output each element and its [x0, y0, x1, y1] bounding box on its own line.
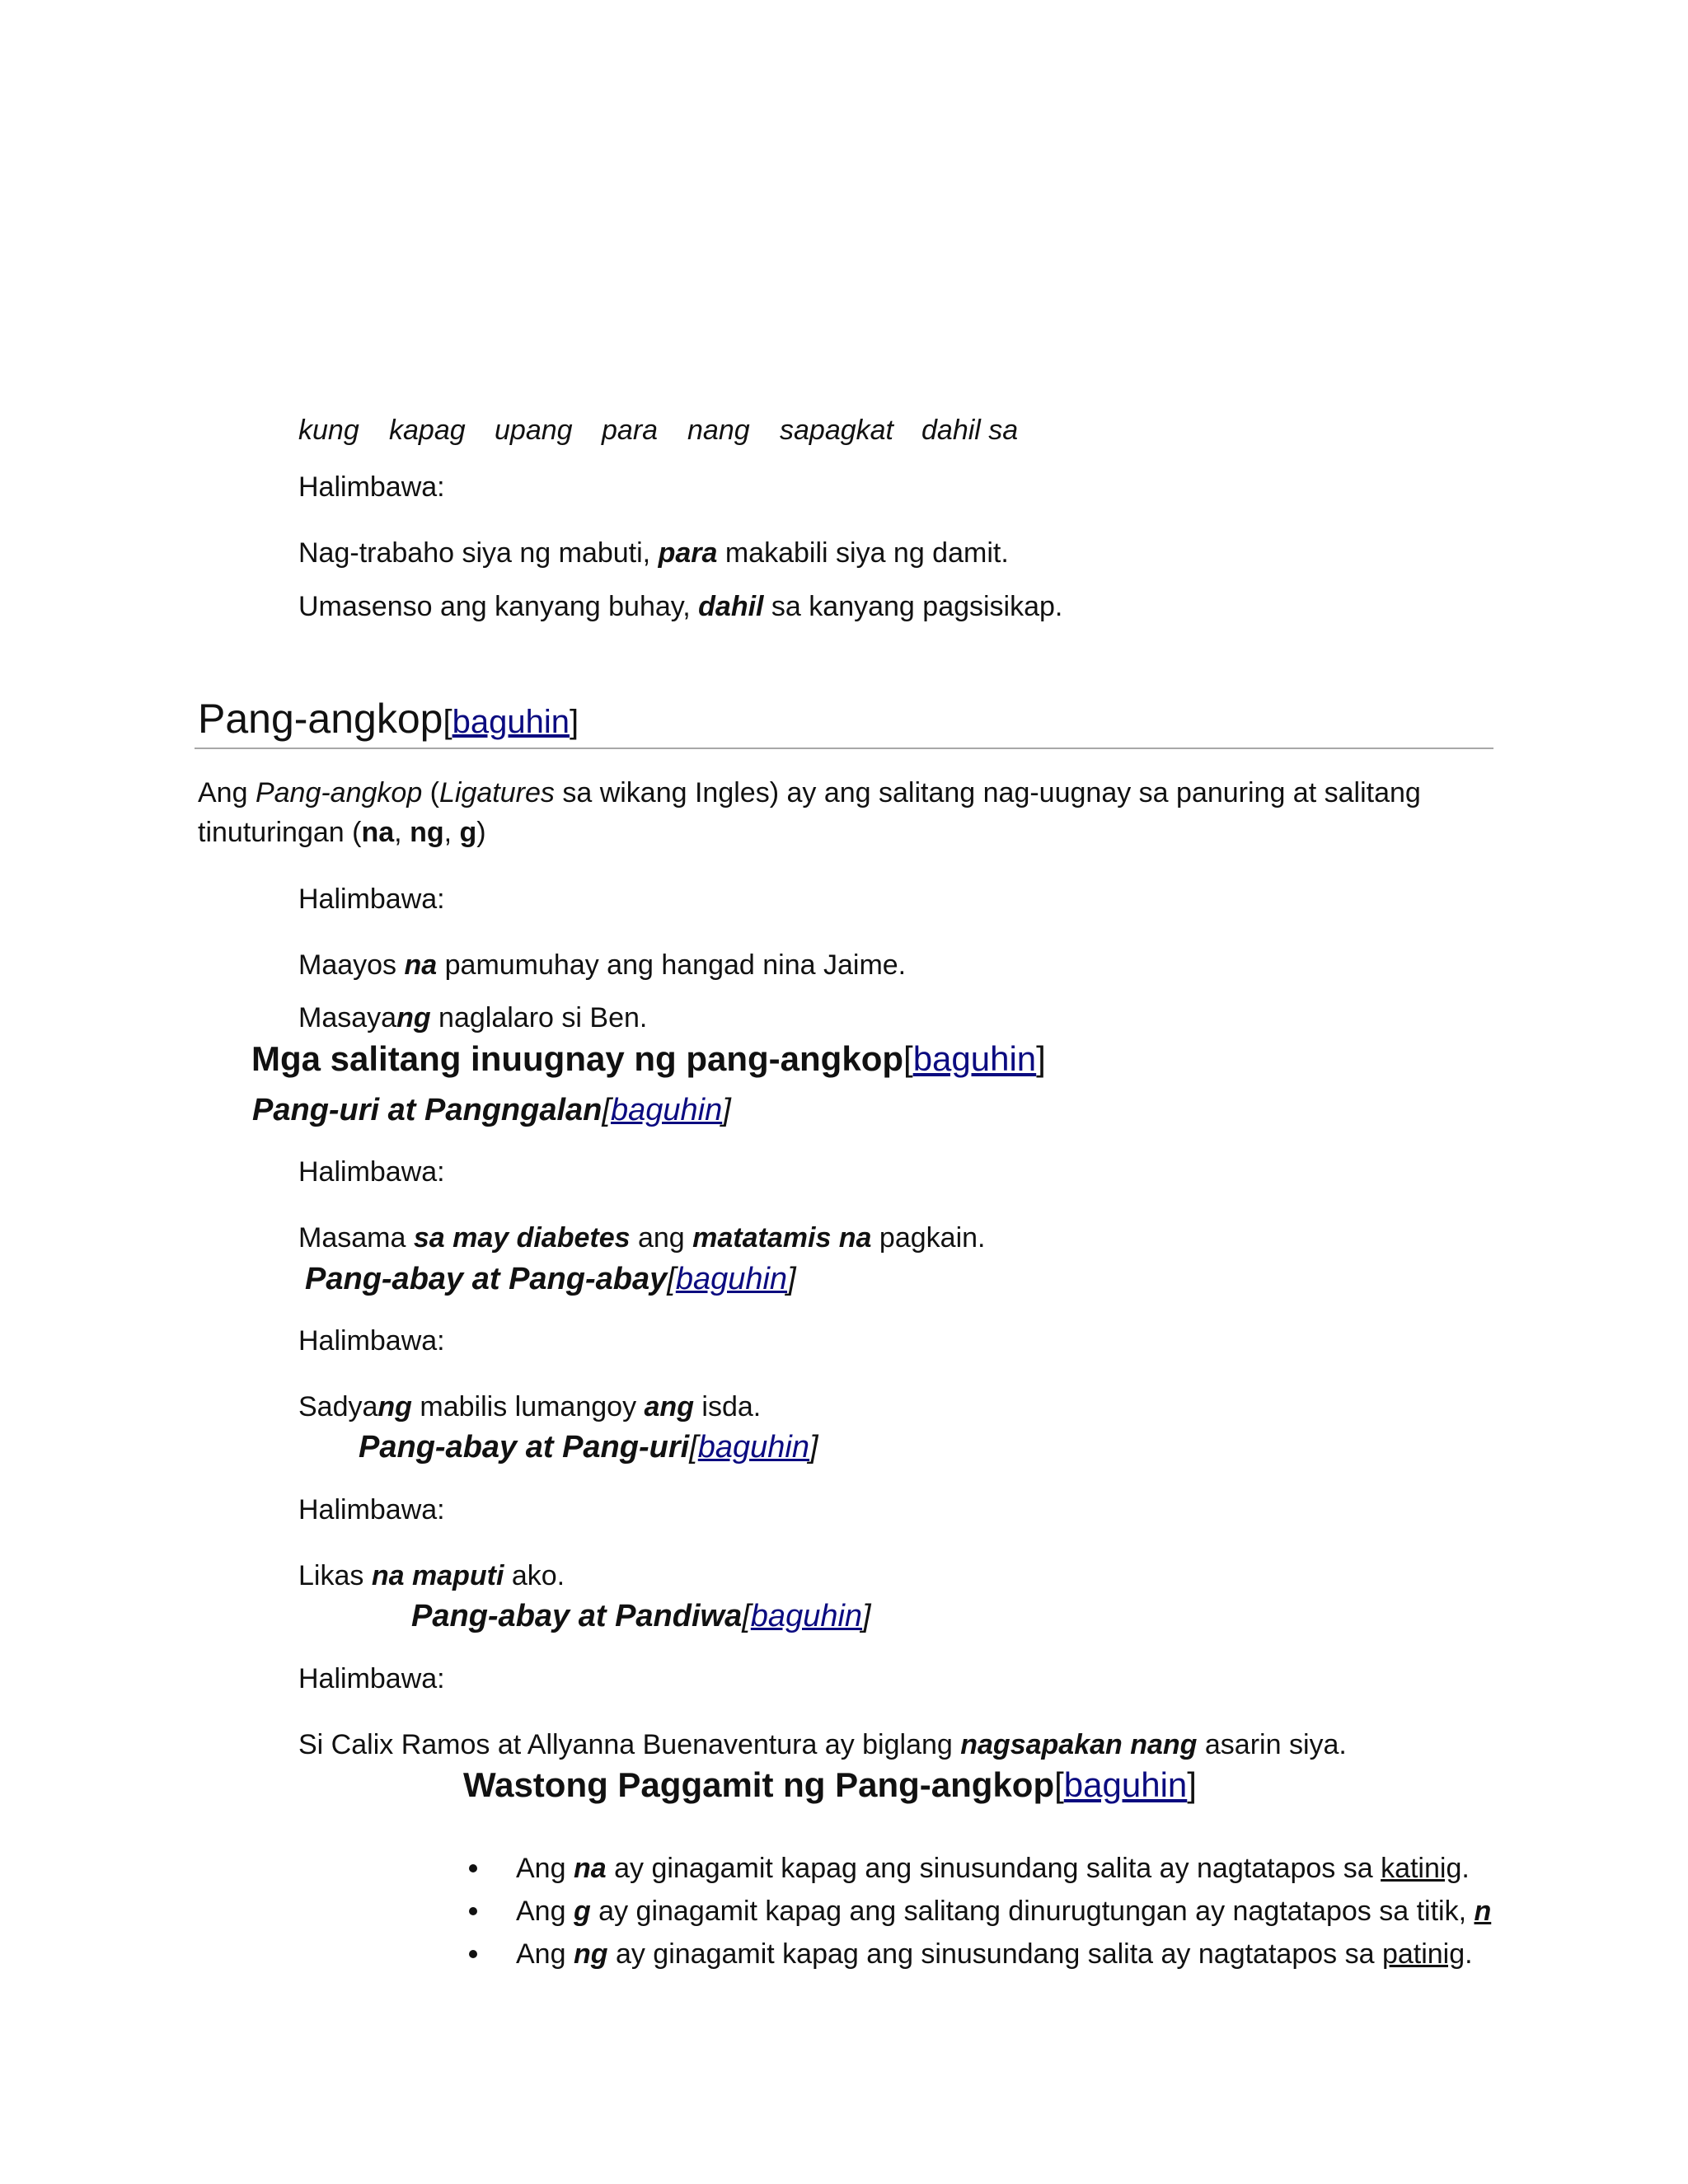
list-text: Ang	[516, 1938, 574, 1970]
list-text: ay ginagamit kapag ang sinusundang salita ay nagtatapos sa	[606, 1853, 1381, 1884]
list-emphasis: g	[573, 1896, 591, 1927]
list-text: ay ginagamit kapag ang sinusundang salita ay nagtatapos sa	[607, 1938, 1382, 1970]
example-sentence	[298, 590, 1062, 623]
conjunction-word: kung	[298, 415, 359, 446]
edit-bracket: [baguhin]	[1054, 1765, 1197, 1804]
example-label: Halimbawa:	[298, 1156, 445, 1188]
edit-link[interactable]: baguhin	[912, 1039, 1037, 1078]
conjunction-word: para	[602, 415, 659, 446]
definition-paragraph-line	[198, 816, 486, 849]
ligature: na	[361, 817, 395, 848]
edit-bracket: [baguhin]	[443, 704, 579, 740]
conjunction-word: dahil sa	[921, 415, 1019, 446]
subheading-pang-abay-pandiwa	[411, 1597, 871, 1635]
conjunction-word: upang	[495, 415, 573, 446]
edit-link[interactable]: baguhin	[675, 1262, 788, 1296]
example-emphasis: para	[658, 537, 718, 569]
ligature: ng	[410, 817, 444, 848]
example-text: naglalaro si Ben.	[430, 1002, 648, 1033]
paragraph-text: sa wikang Ingles) ay ang salitang nag-uugnay sa panuring at salitang	[554, 777, 1421, 808]
example-sentence	[298, 1559, 565, 1592]
example-text: asarin siya.	[1197, 1729, 1347, 1760]
heading-text: Pang-abay at Pang-uri	[359, 1430, 690, 1465]
paragraph-text: )	[476, 817, 486, 848]
example-text: pamumuhay ang hangad nina Jaime.	[437, 949, 907, 981]
list-item	[516, 1938, 1473, 1971]
list-text: ay ginagamit kapag ang salitang dinurugtungan ay nagtatapos sa titik,	[590, 1896, 1475, 1927]
example-emphasis: na maputi	[371, 1560, 504, 1591]
heading-text: Pang-abay at Pang-abay	[305, 1262, 668, 1296]
example-sentence	[298, 1001, 647, 1034]
edit-bracket: [baguhin]	[602, 1093, 731, 1127]
example-text: isda.	[693, 1391, 762, 1422]
conjunction-word: kapag	[389, 415, 466, 446]
list-emphasis: ng	[573, 1938, 608, 1970]
list-text: Ang	[516, 1853, 574, 1884]
section-heading-wastong-paggamit	[463, 1765, 1197, 1806]
paragraph-text: tinuturingan (	[198, 817, 362, 848]
example-emphasis: na	[404, 949, 438, 981]
list-emphasis: na	[573, 1853, 607, 1884]
example-emphasis: matatamis na	[692, 1222, 872, 1254]
paragraph-text: Ang	[198, 777, 256, 808]
list-text: Ang	[516, 1896, 574, 1927]
example-emphasis: ng	[377, 1391, 412, 1422]
example-emphasis: sa may diabetes	[413, 1222, 631, 1254]
example-sentence	[298, 537, 1009, 569]
heading-text: Pang-uri at Pangngalan	[252, 1093, 603, 1127]
heading-text: Wastong Paggamit ng Pang-angkop	[463, 1765, 1055, 1804]
example-text: Masama	[298, 1222, 414, 1254]
conjunction-row	[298, 414, 1018, 447]
section-heading-pang-angkop	[198, 695, 579, 746]
example-label: Halimbawa:	[298, 1325, 445, 1357]
list-text: .	[1465, 1938, 1473, 1970]
example-text: makabili siya ng damit.	[717, 537, 1009, 569]
heading-text: Pang-angkop	[198, 696, 443, 742]
example-emphasis: dahil	[698, 591, 764, 622]
example-text: Sadya	[298, 1391, 378, 1422]
example-text: Masaya	[298, 1002, 397, 1033]
comma: ,	[394, 817, 410, 848]
edit-bracket: [baguhin]	[689, 1430, 818, 1465]
heading-divider	[195, 748, 1493, 749]
paragraph-text: (	[422, 777, 440, 808]
example-sentence	[298, 1728, 1347, 1761]
comma: ,	[443, 817, 460, 848]
ligature: g	[459, 817, 477, 848]
conjunction-word: sapagkat	[780, 415, 893, 446]
example-emphasis: ang	[644, 1391, 694, 1422]
edit-link[interactable]: baguhin	[452, 704, 570, 740]
example-text: Nag-trabaho siya ng mabuti,	[298, 537, 659, 569]
heading-text: Pang-abay at Pandiwa	[411, 1599, 743, 1633]
term: Pang-angkop	[255, 777, 423, 808]
example-label: Halimbawa:	[298, 883, 445, 915]
bullet-icon	[469, 1864, 477, 1872]
edit-link[interactable]: baguhin	[697, 1430, 810, 1465]
example-text: Umasenso ang kanyang buhay,	[298, 591, 699, 622]
example-text: Si Calix Ramos at Allyanna Buenaventura ay biglang	[298, 1729, 961, 1760]
subheading-pang-abay-pang-abay	[305, 1260, 796, 1298]
list-underline: n	[1474, 1896, 1492, 1927]
subheading-pang-uri-pangngalan	[252, 1091, 731, 1129]
example-emphasis: nagsapakan nang	[960, 1729, 1198, 1760]
bullet-icon	[469, 1950, 477, 1958]
english-term: Ligatures	[439, 777, 555, 808]
example-text: ako.	[504, 1560, 565, 1591]
list-item	[516, 1852, 1470, 1885]
definition-paragraph-line	[198, 776, 1421, 809]
example-text: sa kanyang pagsisikap.	[763, 591, 1063, 622]
edit-link[interactable]: baguhin	[610, 1093, 723, 1127]
example-emphasis: ng	[396, 1002, 431, 1033]
edit-bracket: [baguhin]	[742, 1599, 871, 1633]
example-label: Halimbawa:	[298, 471, 445, 503]
example-text: Likas	[298, 1560, 372, 1591]
example-label: Halimbawa:	[298, 1494, 445, 1526]
edit-link[interactable]: baguhin	[750, 1599, 863, 1633]
example-text: Maayos	[298, 949, 405, 981]
edit-link[interactable]: baguhin	[1063, 1765, 1188, 1804]
heading-text: Mga salitang inuugnay ng pang-angkop	[251, 1039, 904, 1078]
example-text: pagkain.	[871, 1222, 986, 1254]
example-text: ang	[630, 1222, 693, 1254]
example-sentence	[298, 949, 906, 982]
edit-bracket: [baguhin]	[667, 1262, 796, 1296]
conjunction-word: nang	[687, 415, 750, 446]
list-underline: katinig	[1381, 1853, 1462, 1884]
example-text: mabilis lumangoy	[411, 1391, 645, 1422]
bullet-icon	[469, 1907, 477, 1915]
list-text: .	[1461, 1853, 1470, 1884]
example-sentence	[298, 1221, 985, 1254]
section-heading-mga-salitang	[251, 1038, 1046, 1080]
subheading-pang-abay-pang-uri	[359, 1428, 818, 1466]
list-underline: patinig	[1381, 1938, 1465, 1970]
example-label: Halimbawa:	[298, 1663, 445, 1694]
example-sentence	[298, 1390, 761, 1423]
list-item	[516, 1895, 1491, 1928]
edit-bracket: [baguhin]	[903, 1039, 1046, 1078]
